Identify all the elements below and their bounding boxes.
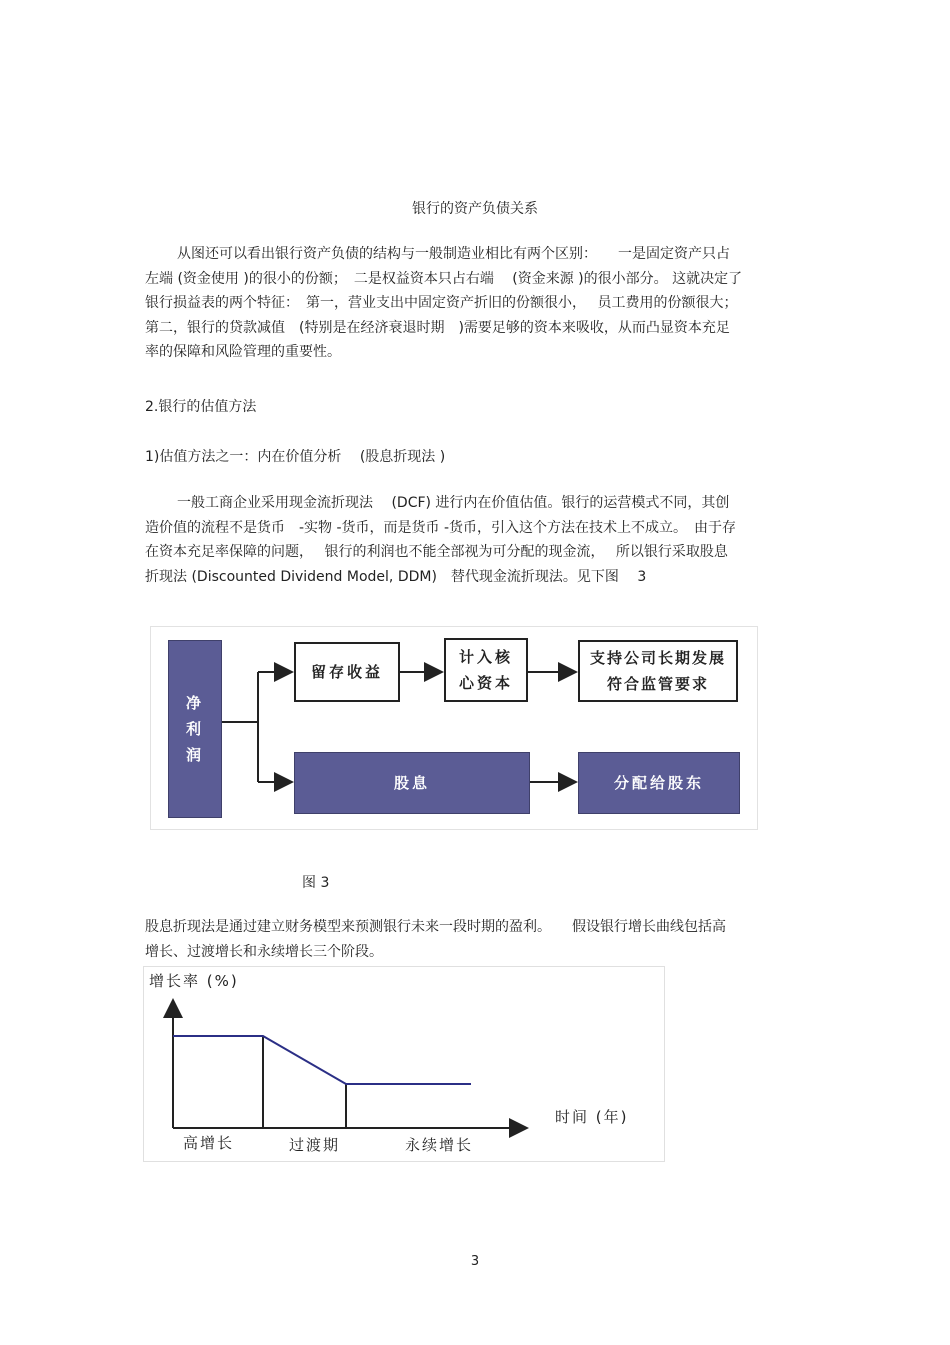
subsection-heading: 1)估值方法之一：内在价值分析 (股息折现法 ) [145, 449, 446, 465]
growth-curve [173, 1036, 471, 1084]
box-text: 留存收益 [310, 663, 383, 681]
paragraph-line: 银行损益表的两个特征： 第一，营业支出中固定资产折旧的份额很小， 员工费用的份额很大； [145, 295, 738, 311]
dividend-flow-diagram [150, 626, 758, 830]
box-text: 润 [185, 746, 204, 764]
x-axis-label: 时间 (年) [555, 1108, 629, 1126]
box-text: 利 [185, 720, 204, 738]
paragraph-line: 折现法 (Discounted Dividend Model, DDM) 替代现金流折现法。见下图 3 [145, 568, 647, 585]
stage-label-perpetual: 永续增长 [405, 1136, 474, 1154]
paragraph-line: 从图还可以看出银行资产负债的结构与一般制造业相比有两个区别： 一是固定资产只占 [177, 246, 730, 262]
long-term-support-box [578, 640, 738, 702]
core-capital-box [444, 638, 528, 702]
box-text: 净 [185, 694, 204, 712]
paragraph-line: 在资本充足率保障的问题， 银行的利润也不能全部视为可分配的现金流， 所以银行采取股息 [145, 544, 728, 560]
distribute-to-shareholders-box [578, 752, 740, 814]
y-axis-label: 增长率 (%) [149, 972, 239, 990]
paragraph-dcf [145, 491, 810, 589]
box-text: 支持公司长期发展 [589, 649, 726, 667]
box-text: 心资本 [458, 674, 513, 692]
box-text: 股息 [393, 774, 430, 792]
retained-earnings-box [294, 642, 400, 702]
page-title: 银行的资产负债关系 [412, 201, 538, 217]
paragraph-line: 增长、过渡增长和永续增长三个阶段。 [145, 943, 383, 960]
stage-label-high-growth: 高增长 [183, 1134, 235, 1152]
paragraph-balance-sheet [145, 242, 810, 365]
page-number: 3 [470, 1254, 480, 1269]
growth-stages-chart [143, 966, 665, 1162]
paragraph-line: 第二，银行的贷款减值 (特别是在经济衰退时期 )需要足够的资本来吸收，从而凸显资本充足 [145, 319, 730, 336]
paragraph-line: 左端 (资金使用 )的很小的份额； 二是权益资本只占右端 (资金来源 )的很小部分。 这就决定了 [145, 270, 743, 287]
net-profit-box [168, 640, 222, 818]
paragraph-line: 造价值的流程不是货币 -实物 -货币，而是货币 -货币，引入这个方法在技术上不成立。 由于存 [145, 519, 737, 536]
dividend-box [294, 752, 530, 814]
box-text: 计入核 [458, 648, 513, 666]
paragraph-ddm [145, 915, 810, 964]
box-text: 分配给股东 [613, 774, 704, 792]
figure-caption: 图 3 [302, 875, 330, 891]
section-heading: 2.银行的估值方法 [145, 399, 257, 415]
stage-label-transition: 过渡期 [289, 1136, 341, 1154]
paragraph-line: 股息折现法是通过建立财务模型来预测银行未来一段时期的盈利。 假设银行增长曲线包括高 [145, 919, 726, 935]
paragraph-line: 率的保障和风险管理的重要性。 [145, 344, 341, 360]
paragraph-line: 一般工商企业采用现金流折现法 (DCF) 进行内在价值估值。银行的运营模式不同，其创 [177, 495, 730, 511]
box-text: 符合监管要求 [606, 675, 709, 693]
